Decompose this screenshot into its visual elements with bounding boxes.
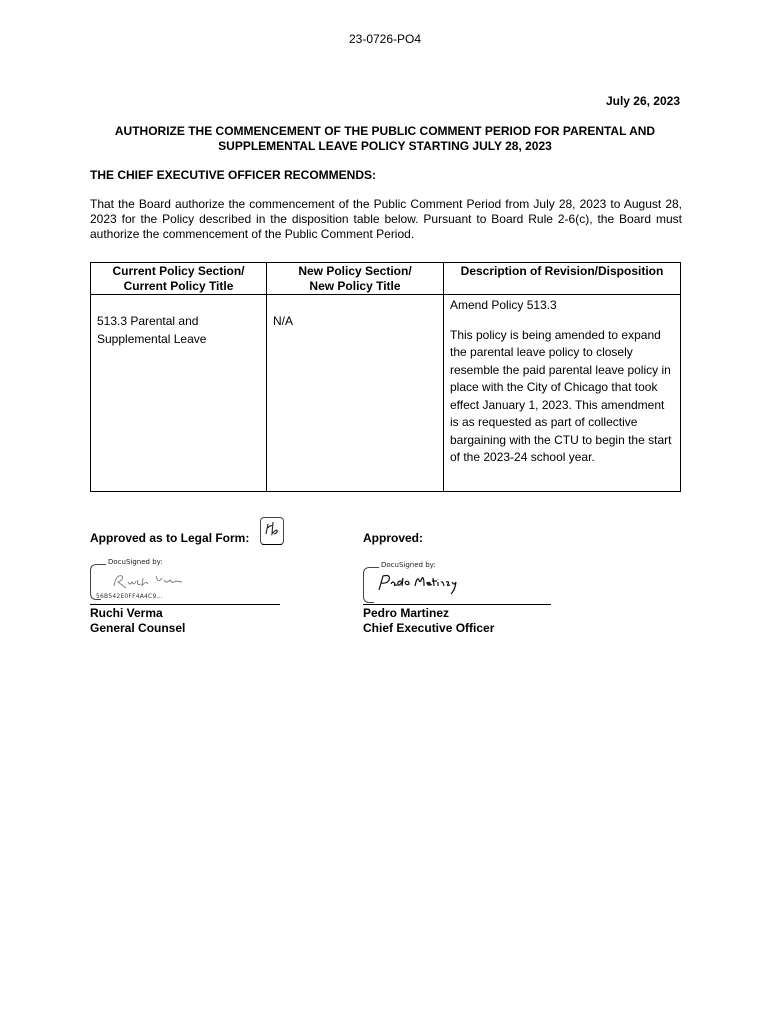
table-row xyxy=(91,295,681,492)
document-number: 23-0726-PO4 xyxy=(348,32,422,46)
header-current-policy: Current Policy Section/ Current Policy Title xyxy=(91,263,267,295)
cell-current-policy: 513.3 Parental and Supplemental Leave xyxy=(91,295,267,492)
cell-description xyxy=(444,295,681,492)
header-description: Description of Revision/Disposition xyxy=(444,263,681,295)
title-line-2: SUPPLEMENTAL LEAVE POLICY STARTING JULY 28, 2023 xyxy=(218,139,552,153)
ceo-signatory xyxy=(363,606,494,636)
cell-new-policy: N/A xyxy=(267,295,444,492)
title-line-1: AUTHORIZE THE COMMENCEMENT OF THE PUBLIC COMMENT PERIOD FOR PARENTAL AND xyxy=(114,124,656,138)
initials-signature xyxy=(261,518,283,538)
legal-approval-label: Approved as to Legal Form: xyxy=(90,531,250,545)
description-body: This policy is being amended to expand the parental leave policy to closely resemble the paid parental leave policy in place with the City of Chicago that took effect January 1, 2023. This amendment is as requested as part of collective bargaining with the CTU to begin the start of the 2023-24 school year. xyxy=(450,327,672,464)
description-heading: Amend Policy 513.3 xyxy=(450,298,557,312)
ceo-signature-image xyxy=(375,572,475,596)
ceo-signatory-name: Pedro Martinez xyxy=(363,606,450,620)
document-date: July 26, 2023 xyxy=(605,94,680,108)
document-title xyxy=(90,124,680,154)
ceo-signatory-title: Chief Executive Officer xyxy=(363,621,495,635)
legal-signatory-title: General Counsel xyxy=(90,621,186,635)
disposition-table xyxy=(90,262,681,492)
ceo-docusign-box: DocuSigned by: xyxy=(363,561,553,601)
intro-paragraph: That the Board authorize the commencement of the Public Comment Period from July 28, 2023 to August 28, 2023 for the Policy described in the disposition table below. Pursuant to Board Rule 2-6(c), the Board must authorize the commencement of the Public Comment Period. xyxy=(90,197,682,241)
recommendation-heading: THE CHIEF EXECUTIVE OFFICER RECOMMENDS: xyxy=(90,168,377,182)
legal-signature-image xyxy=(110,570,190,592)
table-header-row xyxy=(91,263,681,295)
header-new-policy: New Policy Section/ New Policy Title xyxy=(267,263,444,295)
legal-signatory-name: Ruchi Verma xyxy=(90,606,163,620)
ceo-approval-label: Approved: xyxy=(363,531,423,545)
initials-box xyxy=(260,517,284,545)
legal-signatory xyxy=(90,606,185,636)
legal-docusign-box: DocuSigned by: 56B542E0FF4A4C9... xyxy=(90,558,280,598)
